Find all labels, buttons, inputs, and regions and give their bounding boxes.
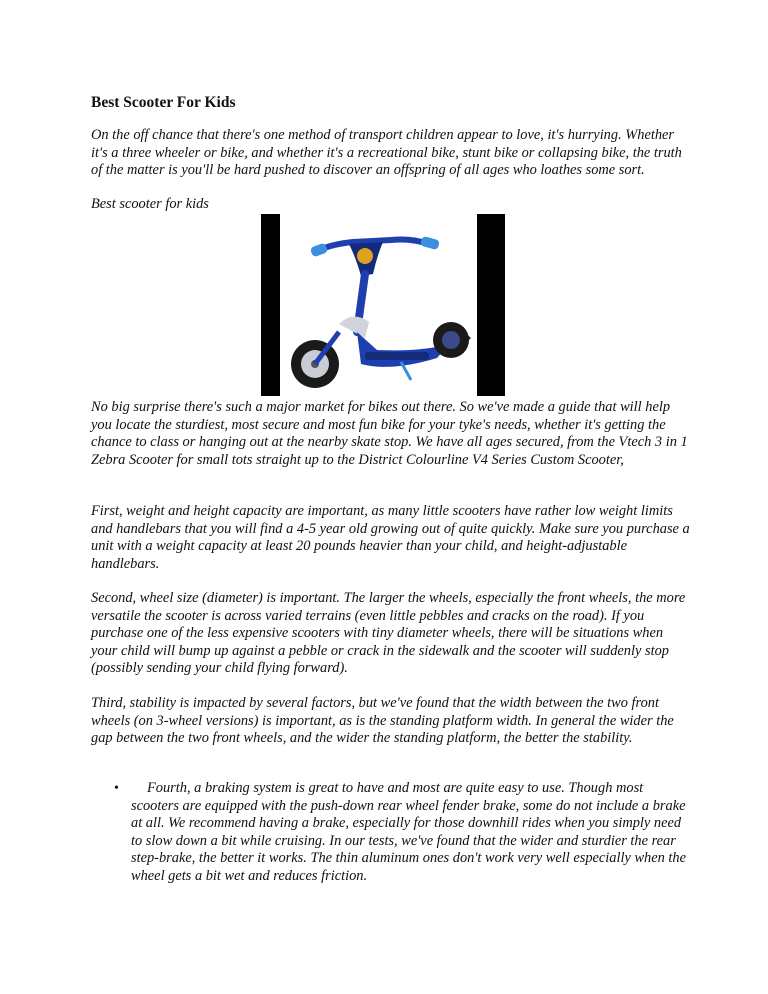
- head-plate-emblem: [357, 248, 373, 264]
- bullet-list: [91, 780, 691, 886]
- stability-paragraph: Third, stability is impacted by several factors, but we've found that the width between the two front wheels (on 3-wheel versions) is important, as is the standing platform width. In general the wider the gap between the two front wheels, and the wider the standing platform, the better the stability.: [91, 695, 674, 747]
- market-paragraph: No big surprise there's such a major market for bikes out there. So we've made a guide that will help you locate the sturdiest, most secure and most fun bike for your tyke's needs, whether it's getting the chance to class or hanging out at the nearby skate stop. We have all ages secured, from the Vtech 3 in 1 Zebra Scooter for small tots straight up to the District Colourline V4 Series Custom Scooter,: [91, 399, 688, 468]
- scooter-illustration: [261, 214, 505, 396]
- intro-paragraph: On the off chance that there's one method of transport children appear to love, it's hurrying. Whether it's a three wheeler or bike, and whether it's a recreational bike, stunt bike or collapsing bike, the truth of the matter is you'll be hard pushed to discover an offspring of all ages who loathes some sort.: [91, 127, 682, 179]
- front-fender: [339, 316, 369, 338]
- wheel-paragraph: Second, wheel size (diameter) is important. The larger the wheels, especially the front wheels, the more versatile the scooter is across varied terrains (even little pebbles and cracks on the road). If you purchase one of the less expensive scooters with tiny diameter wheels, there will be situations when your child will bump up against a pebble or crack in the sidewalk and the scooter will suddenly stop (possibly sending your child flying forward).: [91, 590, 686, 677]
- image-caption: Best scooter for kids: [91, 196, 209, 212]
- deck-platform: [365, 352, 429, 360]
- weight-paragraph: First, weight and height capacity are important, as many little scooters have rather low weight limits and handlebars that you will find a 4-5 year old growing out of quite quickly. Make sure you purchase a unit with a weight capacity at least 20 pounds heavier than your child, and height-adjustable handlebars.: [91, 503, 690, 572]
- list-item: [91, 780, 691, 886]
- left-black-bar: [261, 214, 280, 396]
- rear-rim: [442, 331, 460, 349]
- right-grip: [420, 236, 440, 250]
- page-title: Best Scooter For Kids: [91, 94, 236, 111]
- right-black-bar: [477, 214, 505, 396]
- bullet-marker: •: [114, 781, 119, 796]
- scooter-image: [261, 214, 505, 396]
- braking-paragraph: Fourth, a braking system is great to have and most are quite easy to use. Though most scooters are equipped with the push-down rear wheel fender brake, some do not include a brake at all. We recommend having a brake, especially for those downhill rides when you simply need to slow down a bit while cruising. In our tests, we've found that the wider and sturdier the rear step-brake, the better it works. The thin aluminum ones don't work very well especially when the wheel gets a bit wet and reduces friction.: [131, 780, 687, 884]
